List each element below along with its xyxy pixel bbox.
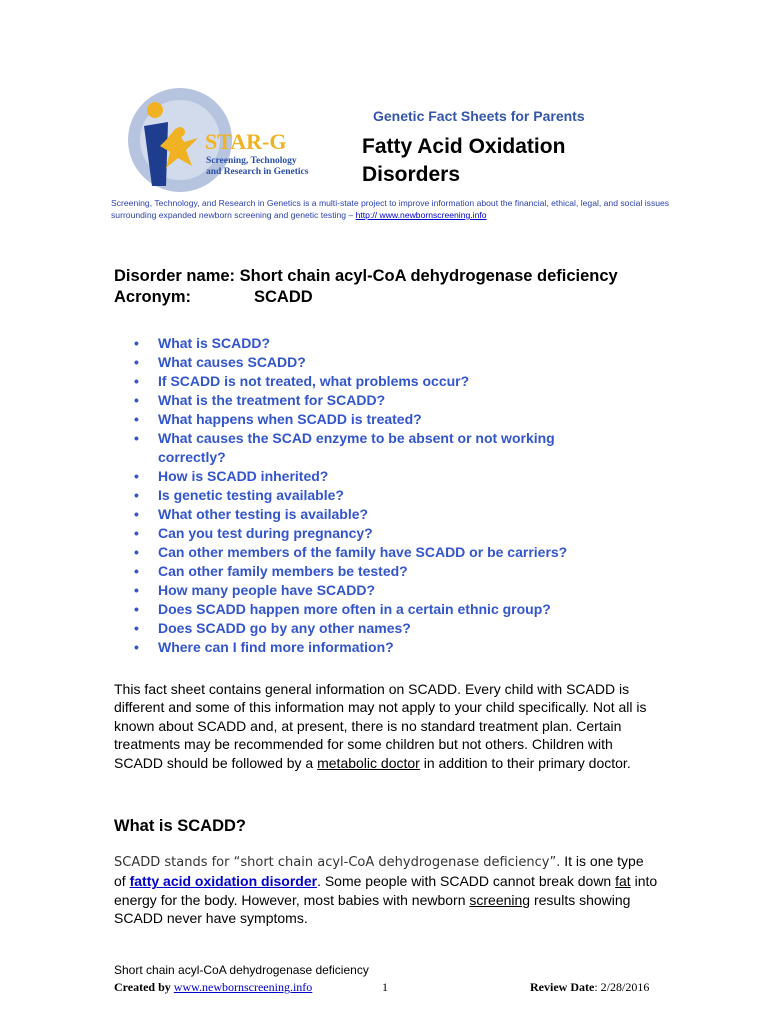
footer-title: Short chain acyl-CoA dehydrogenase deficiency: [114, 963, 369, 977]
review-date-value: : 2/28/2016: [594, 980, 650, 994]
toc-item[interactable]: • Does SCADD happen more often in a certain ethnic group?: [134, 600, 604, 619]
section-text-5: results showing SCADD never have symptoms.: [114, 891, 631, 927]
page-title: [362, 133, 565, 189]
section-heading: What is SCADD?: [114, 817, 246, 835]
intro-text-end: in addition to their primary doctor.: [419, 754, 631, 771]
fat-link[interactable]: fat: [615, 873, 631, 890]
section-text-3: . Some people with SCADD cannot break down: [317, 873, 616, 890]
disorder-name-value: Short chain acyl-CoA dehydrogenase deficiency: [239, 267, 618, 285]
table-of-contents: [134, 334, 604, 657]
screening-link[interactable]: screening: [469, 891, 531, 908]
toc-item[interactable]: • Where can I find more information?: [134, 638, 604, 657]
intro-paragraph: [114, 680, 654, 772]
toc-item[interactable]: • Can other family members be tested?: [134, 562, 604, 581]
section-text-1: SCADD stands for “short chain acyl-CoA dehydrogenase deficiency”.: [114, 855, 561, 870]
project-url-link[interactable]: http:// www.newbornscreening.info: [355, 210, 487, 220]
disorder-name-row: [114, 266, 618, 287]
toc-item[interactable]: • How many people have SCADD?: [134, 581, 604, 600]
fatty-acid-disorder-link[interactable]: fatty acid oxidation disorder: [129, 873, 318, 890]
footer-site-link[interactable]: www.newbornscreening.info: [173, 980, 313, 994]
section-paragraph: [114, 852, 659, 928]
logo-line1: Screening, Technology: [206, 156, 297, 166]
star-g-logo-graphic: [122, 88, 348, 198]
toc-item[interactable]: • What causes SCADD?: [134, 353, 604, 372]
star-g-logo: [122, 88, 348, 198]
toc-item[interactable]: • If SCADD is not treated, what problems occur?: [134, 372, 604, 391]
disorder-name-label: Disorder name:: [114, 267, 236, 285]
toc-item[interactable]: • Can you test during pregnancy?: [134, 524, 604, 543]
footer-created: [114, 980, 312, 995]
footer: [114, 980, 660, 996]
footer-created-label: Created by: [114, 980, 171, 994]
toc-item[interactable]: • What is SCADD?: [134, 334, 604, 353]
page-title-line2: Disorders: [362, 163, 461, 186]
logo-line2: and Research in Genetics: [206, 167, 309, 177]
logo-head-dot: [147, 102, 163, 118]
project-blurb: [111, 197, 671, 221]
footer-review: [530, 980, 649, 995]
toc-item[interactable]: • Is genetic testing available?: [134, 486, 604, 505]
logo-name: STAR-G: [205, 129, 287, 154]
logo-child-head: [175, 127, 185, 137]
review-date-label: Review Date: [530, 980, 595, 994]
toc-item[interactable]: • What is the treatment for SCADD?: [134, 391, 604, 410]
intro-text: This fact sheet contains general information on SCADD. Every child with SCADD is different and some of this information may not apply to your child specifically. Not all is known about SCADD and, at present, there is no standard treatment plan. Certain treatments may be recommended for some children but not others. Children with SCADD should be followed by a: [114, 681, 647, 771]
project-blurb-text: Screening, Technology, and Research in Genetics is a multi-state project to improve information about the financial, ethical, legal, and social issues surrounding expanded newborn screening and genetic testing –: [111, 198, 670, 220]
page-title-line1: Fatty Acid Oxidation: [362, 135, 566, 158]
section-text-2: It is one type of: [114, 853, 644, 890]
header-subtitle: Genetic Fact Sheets for Parents: [373, 108, 585, 124]
toc-item[interactable]: • Does SCADD go by any other names?: [134, 619, 604, 638]
toc-item[interactable]: • What causes the SCAD enzyme to be absent or not working correctly?: [134, 429, 604, 467]
disorder-info: [114, 266, 618, 308]
toc-item[interactable]: • What happens when SCADD is treated?: [134, 410, 604, 429]
metabolic-doctor-link[interactable]: metabolic doctor: [317, 754, 420, 771]
acronym-value: SCADD: [254, 288, 313, 306]
toc-item[interactable]: • Can other members of the family have SCADD or be carriers?: [134, 543, 604, 562]
page-number: 1: [382, 980, 388, 994]
acronym-row: [114, 287, 618, 308]
section-text-4: into energy for the body. However, most babies with newborn: [114, 873, 658, 908]
toc-item[interactable]: • How is SCADD inherited?: [134, 467, 604, 486]
toc-item[interactable]: • What other testing is available?: [134, 505, 604, 524]
acronym-label: Acronym:: [114, 288, 192, 306]
